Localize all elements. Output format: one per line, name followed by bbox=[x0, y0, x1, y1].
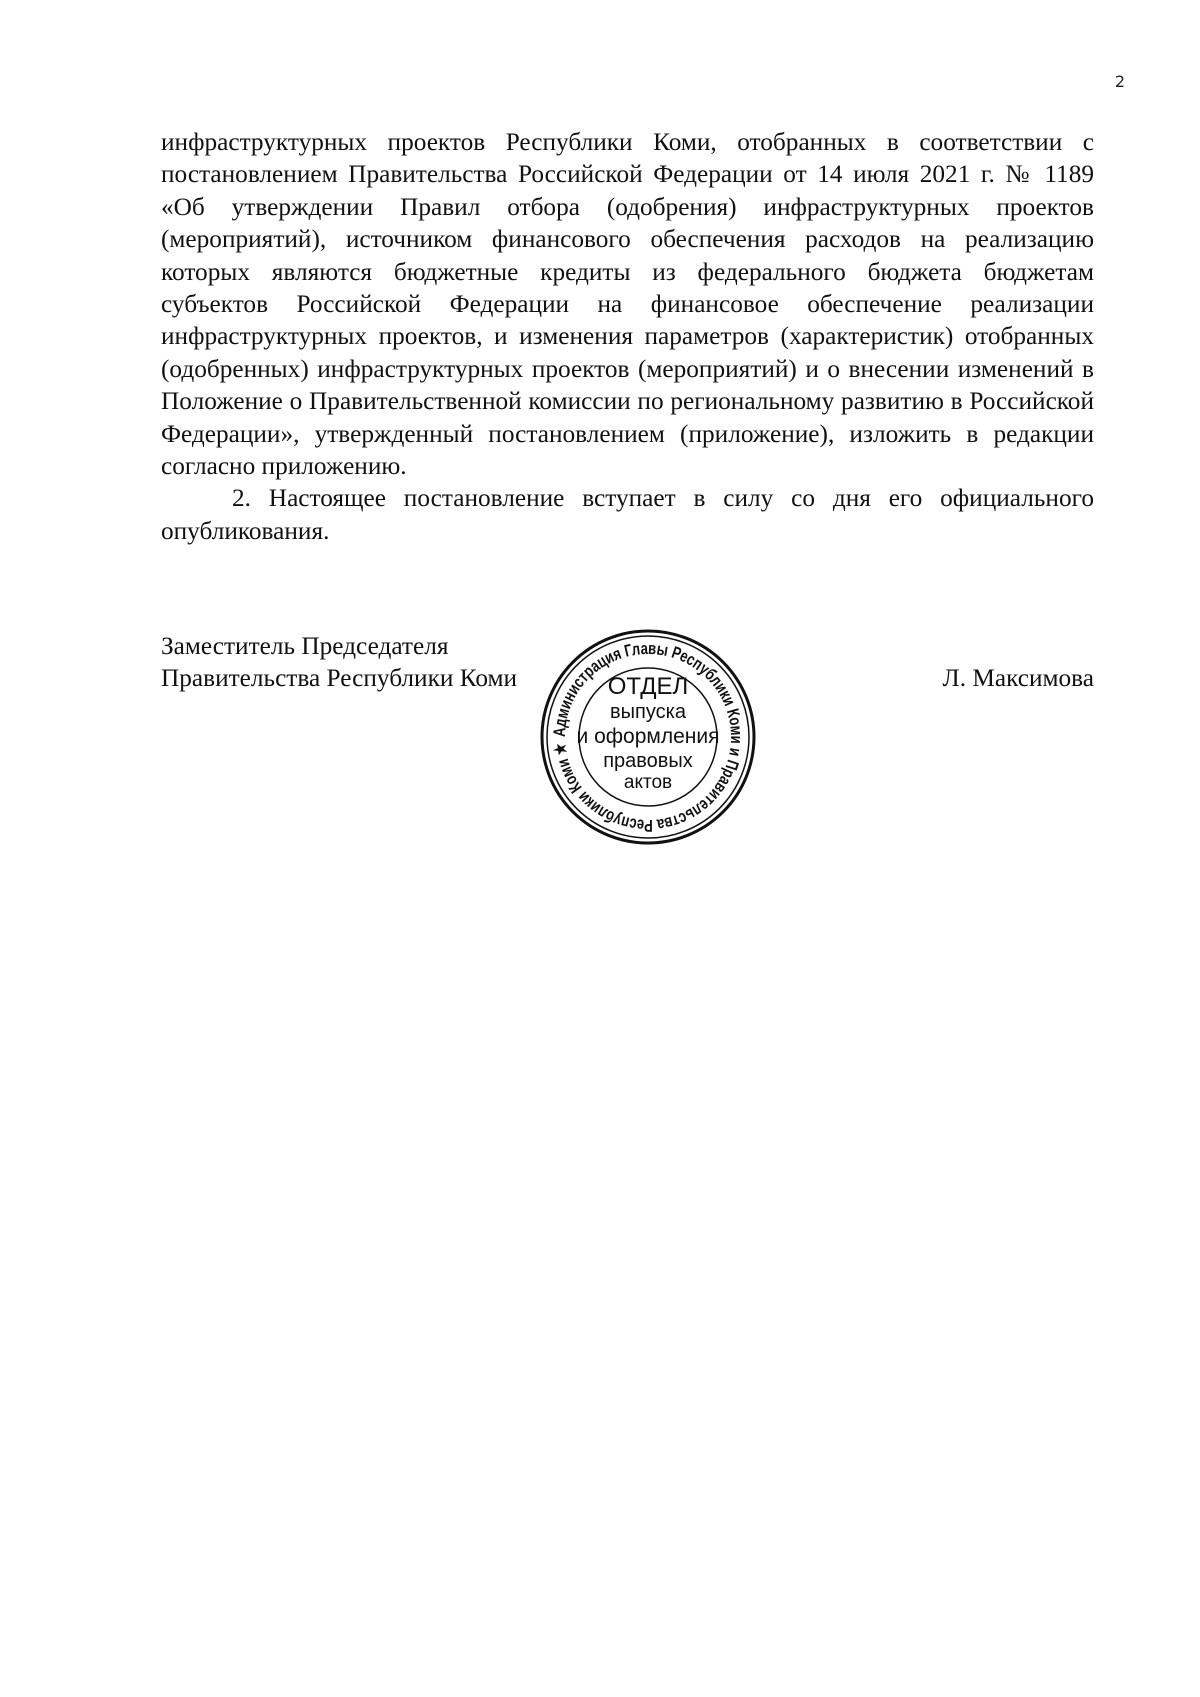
official-stamp bbox=[538, 626, 758, 848]
stamp-graphic bbox=[538, 626, 758, 848]
page-number: 2 bbox=[1114, 72, 1125, 91]
paragraph-continuation: инфраструктурных проектов Республики Коми, отобранных в соответствии с постановлением Правительства Российской Федерации от 14 июля 2021 г. № 1189 «Об утверждении Правил отбора (одобрения) инфраструктурных проектов (мероприятий), источником финансового обеспечения расходов на реализацию которых являются бюджетные кредиты из федерального бюджета бюджетам субъектов Российской Федерации на финансовое обеспечение реализации инфраструктурных проектов, и изменения параметров (характеристик) отобранных (одобренных) инфраструктурных проектов (мероприятий) и о внесении изменений в Положение о Правительственной комиссии по региональному развитию в Российской Федерации», утвержденный постановлением (приложение), изложить в редакции согласно приложению. bbox=[161, 128, 1094, 481]
signatory-name: Л. Максимова bbox=[942, 664, 1094, 693]
document-body bbox=[161, 126, 1094, 547]
signatory-position-line1: Заместитель Председателя bbox=[161, 632, 449, 660]
stamp-ring-text: Администрация Главы Республики Коми и Правительства Республики Коми ★ bbox=[549, 638, 747, 836]
paragraph-effective-date: 2. Настоящее постановление вступает в силу со дня его официального опубликования. bbox=[161, 484, 1094, 545]
stamp-center-line-2: выпуска bbox=[610, 701, 686, 723]
stamp-center-line-5: актов bbox=[623, 772, 673, 793]
signatory-position-line2: Правительства Республики Коми bbox=[161, 664, 518, 693]
stamp-center-line-4: правовых bbox=[603, 750, 693, 772]
stamp-center-line-3: и оформления bbox=[576, 725, 720, 748]
stamp-center-line-1: ОТДЕЛ bbox=[607, 673, 689, 700]
